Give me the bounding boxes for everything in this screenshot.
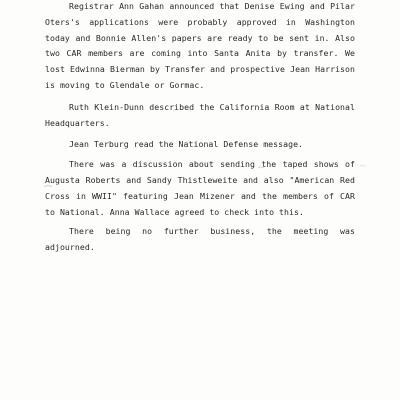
minutes-text <box>45 0 355 256</box>
ink-squiggle-3 <box>360 165 365 167</box>
paragraph-registrar-report: Registrar Ann Gahan announced that Denise Ewing and Pilar Oters's applications were probably approved in Washington today and Bonnie Allen's papers are ready to be sent in. Also two CAR members are coming into Santa Anita by transfer. We lost Edwinna Bierman by Transfer and prospective Jean Harrison is moving to Glendale or Gormac. <box>45 1 355 90</box>
paragraph-taped-shows: There was a discussion about sending the taped shows of Augusta Roberts and Sandy Thistleweite and also "American Red Cross in WWII" featuring Jean Mizener and the members of CAR to National. Anna Wallace agreed to check into this. <box>45 159 355 217</box>
paragraph-california-room: Ruth Klein-Dunn described the California Room at National Headquarters. <box>45 101 355 128</box>
paragraph-national-defense: Jean Terburg read the National Defense message. <box>69 139 304 150</box>
paragraph-adjournment: There being no further business, the meeting was adjourned. <box>45 226 355 253</box>
